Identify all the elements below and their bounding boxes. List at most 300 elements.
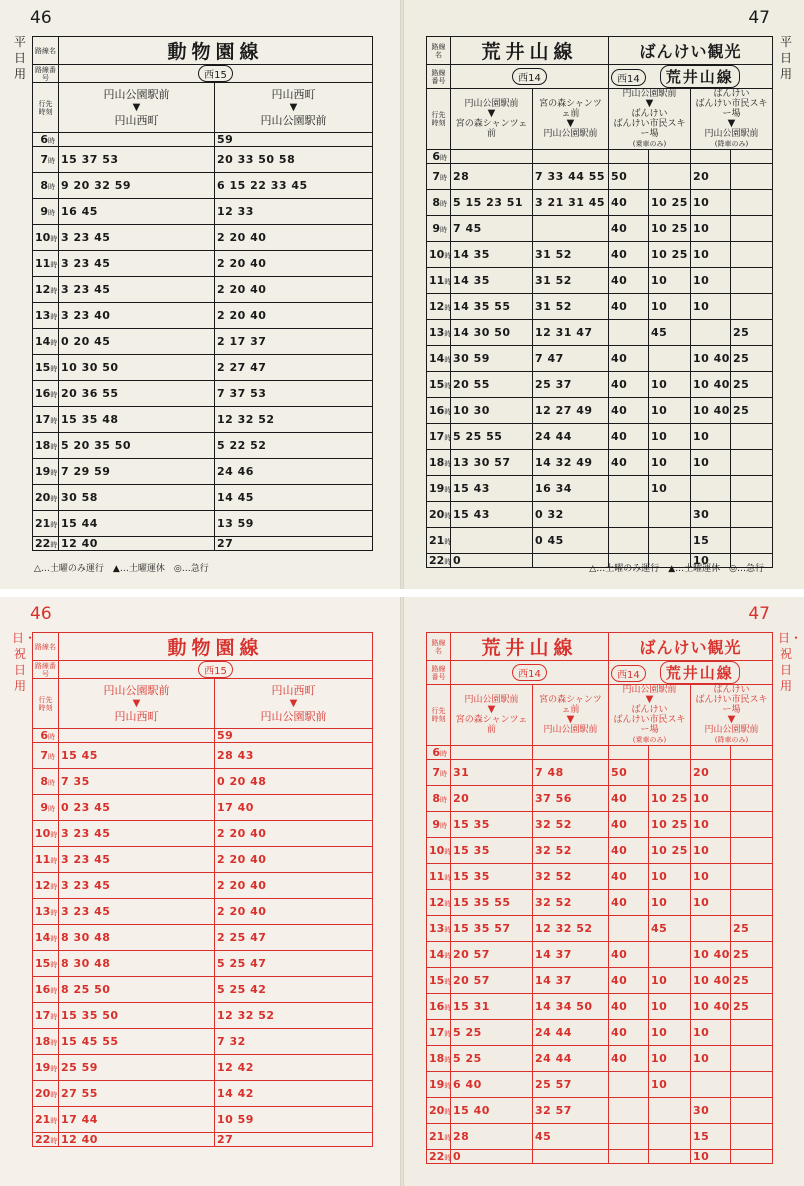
dest-label: 行先 xyxy=(431,111,446,119)
minutes-c3: 40 xyxy=(609,372,649,398)
minutes-c4: 10 25 xyxy=(649,242,691,268)
minutes-c5: 10 40 xyxy=(691,942,731,968)
minutes-c2: 25 37 xyxy=(533,372,609,398)
minutes-c4 xyxy=(649,746,691,760)
minutes-c2: 31 52 xyxy=(533,268,609,294)
minutes-c5 xyxy=(691,1072,731,1098)
time-label: 時刻 xyxy=(431,715,446,723)
minutes-c1 xyxy=(451,150,533,164)
hour-number: 6 xyxy=(432,150,440,163)
minutes-c2: 0 32 xyxy=(533,502,609,528)
hour-suffix: 時 xyxy=(48,753,55,761)
hour-number: 19 xyxy=(35,465,51,478)
minutes-c6 xyxy=(731,216,773,242)
minutes-c4 xyxy=(649,942,691,968)
minutes-c2: 0 45 xyxy=(533,528,609,554)
hour-cell xyxy=(427,1046,451,1072)
hour-number: 19 xyxy=(429,1078,445,1091)
hour-cell xyxy=(33,277,59,303)
minutes-c2: 25 57 xyxy=(533,1072,609,1098)
minutes-c4: 10 xyxy=(649,968,691,994)
minutes-dir2: 5 25 47 xyxy=(215,951,373,977)
minutes-c5 xyxy=(691,476,731,502)
hour-number: 22 xyxy=(429,554,445,567)
minutes-c6: 25 xyxy=(731,916,773,942)
minutes-c5: 15 xyxy=(691,1124,731,1150)
hour-number: 10 xyxy=(429,248,445,261)
hour-number: 14 xyxy=(35,931,51,944)
page-number: 46 xyxy=(30,8,52,28)
hour-cell xyxy=(427,994,451,1020)
minutes-c4: 10 25 xyxy=(649,216,691,242)
hour-cell xyxy=(33,407,59,433)
minutes-c5: 20 xyxy=(691,760,731,786)
arrow-down-icon: ▼ xyxy=(727,118,736,129)
arrow-down-icon: ▼ xyxy=(566,118,575,129)
hour-number: 13 xyxy=(429,922,445,935)
minutes-c4: 10 xyxy=(649,1072,691,1098)
hour-suffix: 時 xyxy=(444,558,452,566)
minutes-dir2: 12 32 52 xyxy=(215,1003,373,1029)
direction-header xyxy=(609,89,691,150)
minutes-dir2: 14 42 xyxy=(215,1081,373,1107)
minutes-c5: 10 40 xyxy=(691,398,731,424)
hour-cell xyxy=(427,786,451,812)
minutes-c3: 40 xyxy=(609,346,649,372)
page-number: 47 xyxy=(748,8,770,28)
minutes-c4 xyxy=(649,1150,691,1164)
minutes-c5: 30 xyxy=(691,1098,731,1124)
minutes-c6: 25 xyxy=(731,942,773,968)
hour-cell xyxy=(427,216,451,242)
minutes-c2: 45 xyxy=(533,1124,609,1150)
minutes-c3: 40 xyxy=(609,242,649,268)
hour-cell xyxy=(427,812,451,838)
hour-cell xyxy=(33,133,59,147)
route-number-badge: 西14 xyxy=(512,664,547,681)
hour-number: 11 xyxy=(429,870,445,883)
hour-cell xyxy=(33,511,59,537)
minutes-dir1: 3 23 45 xyxy=(59,277,215,303)
minutes-c6 xyxy=(731,268,773,294)
route-label: 路線番号 xyxy=(33,661,59,679)
minutes-dir2: 2 25 47 xyxy=(215,925,373,951)
minutes-dir2: 59 xyxy=(215,729,373,743)
line-name-2: ばんけい観光 xyxy=(609,37,773,65)
line-name: 荒井山線 xyxy=(451,633,609,661)
arrow-down-icon: ▼ xyxy=(487,704,496,715)
hour-number: 7 xyxy=(40,153,48,166)
minutes-c2: 32 52 xyxy=(533,890,609,916)
direction-to: 宮の森シャンツェ前 xyxy=(455,119,528,139)
minutes-c1: 15 35 xyxy=(451,864,533,890)
hour-cell xyxy=(427,502,451,528)
hour-cell xyxy=(33,873,59,899)
minutes-dir2: 2 20 40 xyxy=(215,225,373,251)
route-number-badge: 西15 xyxy=(198,65,233,82)
hour-cell xyxy=(33,1029,59,1055)
route-label: 路線番号 xyxy=(33,65,59,83)
line-subname: 荒井山線 xyxy=(660,65,740,88)
hour-cell xyxy=(33,899,59,925)
hour-number: 8 xyxy=(40,775,48,788)
arrow-down-icon: ▼ xyxy=(487,108,496,119)
hour-number: 12 xyxy=(429,300,445,313)
minutes-c4: 10 xyxy=(649,268,691,294)
minutes-c3: 40 xyxy=(609,994,649,1020)
minutes-c1: 14 35 xyxy=(451,242,533,268)
minutes-c1: 5 25 55 xyxy=(451,424,533,450)
line-name: 動物園線 xyxy=(59,37,373,65)
hour-cell xyxy=(33,303,59,329)
hour-suffix: 時 xyxy=(444,486,452,494)
hour-suffix: 時 xyxy=(440,770,447,778)
minutes-dir2: 10 59 xyxy=(215,1107,373,1133)
minutes-c6 xyxy=(731,890,773,916)
hour-cell xyxy=(33,769,59,795)
minutes-c2: 14 37 xyxy=(533,968,609,994)
minutes-dir2: 17 40 xyxy=(215,795,373,821)
hour-number: 18 xyxy=(429,456,445,469)
hour-suffix: 時 xyxy=(440,226,447,234)
minutes-c4: 10 xyxy=(649,994,691,1020)
minutes-dir1 xyxy=(59,729,215,743)
dest-time-label xyxy=(33,679,59,729)
minutes-dir2: 12 33 xyxy=(215,199,373,225)
minutes-c4: 10 25 xyxy=(649,812,691,838)
direction-to: 円山公園駅前 xyxy=(260,710,327,723)
hour-suffix: 時 xyxy=(50,391,58,399)
direction-from: 円山西町 xyxy=(271,684,316,697)
minutes-c5: 10 xyxy=(691,216,731,242)
minutes-c6 xyxy=(731,1046,773,1072)
direction-to: ばんけい xyxy=(631,705,668,715)
minutes-dir2: 2 20 40 xyxy=(215,873,373,899)
hour-suffix: 時 xyxy=(444,356,452,364)
minutes-c2: 32 52 xyxy=(533,838,609,864)
hour-cell xyxy=(33,173,59,199)
route-label: 路線番号 xyxy=(427,661,451,685)
minutes-c5 xyxy=(691,320,731,346)
hour-suffix: 時 xyxy=(48,183,55,191)
hour-suffix: 時 xyxy=(50,857,58,865)
minutes-c2: 32 52 xyxy=(533,812,609,838)
hour-cell xyxy=(33,459,59,485)
minutes-c2: 24 44 xyxy=(533,1020,609,1046)
direction-header xyxy=(533,89,609,150)
minutes-c6 xyxy=(731,1098,773,1124)
line-subname: 荒井山線 xyxy=(660,661,740,684)
hour-suffix: 時 xyxy=(444,538,452,546)
direction-from: 宮の森シャンツェ前 xyxy=(539,695,602,715)
hour-suffix: 時 xyxy=(444,1030,452,1038)
minutes-c5: 10 xyxy=(691,1046,731,1072)
direction-header xyxy=(609,685,691,746)
hour-suffix: 時 xyxy=(48,137,55,145)
minutes-c4: 45 xyxy=(649,320,691,346)
minutes-c1: 6 40 xyxy=(451,1072,533,1098)
minutes-dir2: 28 43 xyxy=(215,743,373,769)
hour-suffix: 時 xyxy=(444,304,452,312)
minutes-c1: 5 15 23 51 xyxy=(451,190,533,216)
minutes-c6: 25 xyxy=(731,346,773,372)
hour-number: 22 xyxy=(35,537,51,550)
minutes-c2: 7 33 44 55 xyxy=(533,164,609,190)
minutes-dir2: 27 xyxy=(215,537,373,551)
hour-cell xyxy=(33,1081,59,1107)
hour-number: 9 xyxy=(432,222,440,235)
hour-cell xyxy=(427,424,451,450)
minutes-c2: 32 52 xyxy=(533,864,609,890)
minutes-c1: 28 xyxy=(451,1124,533,1150)
minutes-c6 xyxy=(731,1124,773,1150)
minutes-c1: 13 30 57 xyxy=(451,450,533,476)
hour-suffix: 時 xyxy=(440,174,447,182)
minutes-c3: 40 xyxy=(609,786,649,812)
hour-number: 7 xyxy=(432,170,440,183)
minutes-dir1: 30 58 xyxy=(59,485,215,511)
hour-cell xyxy=(427,242,451,268)
direction-to-2: ばんけい市民スキー場 xyxy=(613,715,686,735)
hour-suffix: 時 xyxy=(444,460,452,468)
minutes-c6 xyxy=(731,760,773,786)
route-number-cell xyxy=(451,65,609,89)
hour-number: 12 xyxy=(35,283,51,296)
hour-suffix: 時 xyxy=(444,1108,452,1116)
minutes-c1: 15 35 xyxy=(451,838,533,864)
direction-header xyxy=(215,679,373,729)
minutes-c6 xyxy=(731,190,773,216)
hour-number: 17 xyxy=(429,430,445,443)
minutes-c4: 10 xyxy=(649,294,691,320)
hour-cell xyxy=(33,847,59,873)
minutes-c5: 10 xyxy=(691,1150,731,1164)
hour-cell xyxy=(427,320,451,346)
minutes-dir2: 2 20 40 xyxy=(215,847,373,873)
minutes-dir1 xyxy=(59,133,215,147)
minutes-dir1: 3 23 45 xyxy=(59,847,215,873)
minutes-c1: 15 40 xyxy=(451,1098,533,1124)
minutes-c2 xyxy=(533,746,609,760)
hour-number: 18 xyxy=(429,1052,445,1065)
route-label: 路線番号 xyxy=(427,65,451,89)
minutes-dir1: 15 37 53 xyxy=(59,147,215,173)
minutes-c4: 10 25 xyxy=(649,786,691,812)
hour-cell xyxy=(427,346,451,372)
hour-number: 16 xyxy=(429,404,445,417)
hour-suffix: 時 xyxy=(444,434,452,442)
dest-label: 行先 xyxy=(38,99,53,108)
minutes-c2: 14 37 xyxy=(533,942,609,968)
hour-number: 13 xyxy=(429,326,445,339)
direction-from: ばんけい xyxy=(713,685,750,695)
minutes-c3 xyxy=(609,1150,649,1164)
direction-to: 円山公園駅前 xyxy=(704,129,759,139)
minutes-c6 xyxy=(731,1072,773,1098)
minutes-dir2: 2 20 40 xyxy=(215,303,373,329)
minutes-c5: 10 xyxy=(691,424,731,450)
line-label: 路線名 xyxy=(427,633,451,661)
hour-suffix: 時 xyxy=(50,339,58,347)
hour-number: 12 xyxy=(429,896,445,909)
hour-suffix: 時 xyxy=(50,261,58,269)
direction-to: 円山公園駅前 xyxy=(704,725,759,735)
minutes-c3: 40 xyxy=(609,424,649,450)
minutes-c5: 20 xyxy=(691,164,731,190)
minutes-c1: 20 55 xyxy=(451,372,533,398)
minutes-c3 xyxy=(609,1098,649,1124)
minutes-c3: 40 xyxy=(609,450,649,476)
hour-suffix: 時 xyxy=(50,831,58,839)
hour-number: 8 xyxy=(432,792,440,805)
hour-suffix: 時 xyxy=(50,1117,58,1125)
hour-suffix: 時 xyxy=(50,1039,58,1047)
direction-from: 円山公園駅前 xyxy=(103,684,170,697)
hour-cell xyxy=(427,760,451,786)
line-label: 路線名 xyxy=(427,37,451,65)
hour-number: 6 xyxy=(40,133,48,146)
minutes-c2: 7 47 xyxy=(533,346,609,372)
hour-suffix: 時 xyxy=(50,365,58,373)
direction-header xyxy=(691,89,773,150)
direction-from: ばんけい xyxy=(713,89,750,99)
minutes-dir2: 2 20 40 xyxy=(215,899,373,925)
hour-number: 21 xyxy=(35,517,51,530)
minutes-c3: 40 xyxy=(609,216,649,242)
hour-cell xyxy=(33,433,59,459)
hour-cell xyxy=(33,1133,59,1147)
hour-cell xyxy=(427,372,451,398)
hour-cell xyxy=(427,476,451,502)
route-number-cell xyxy=(59,65,373,83)
minutes-c3: 40 xyxy=(609,190,649,216)
minutes-dir1: 3 23 45 xyxy=(59,821,215,847)
minutes-c1: 15 35 55 xyxy=(451,890,533,916)
hour-cell xyxy=(33,329,59,355)
hour-suffix: 時 xyxy=(444,848,452,856)
minutes-c3: 40 xyxy=(609,812,649,838)
minutes-c6 xyxy=(731,242,773,268)
minutes-c5: 10 40 xyxy=(691,994,731,1020)
minutes-dir2: 2 20 40 xyxy=(215,251,373,277)
hour-suffix: 時 xyxy=(444,926,452,934)
direction-from-2: ばんけい市民スキー場 xyxy=(695,99,768,119)
hour-number: 10 xyxy=(35,231,51,244)
route-number-cell xyxy=(59,661,373,679)
hour-number: 13 xyxy=(35,309,51,322)
hour-number: 20 xyxy=(429,1104,445,1117)
minutes-dir1: 7 35 xyxy=(59,769,215,795)
minutes-c5 xyxy=(691,746,731,760)
hour-suffix: 時 xyxy=(444,408,452,416)
minutes-c5: 10 xyxy=(691,268,731,294)
direction-to: 円山公園駅前 xyxy=(260,114,327,127)
hour-cell xyxy=(427,528,451,554)
day-type-label: 日・祝日用 xyxy=(12,631,37,693)
minutes-c4 xyxy=(649,528,691,554)
hour-suffix: 時 xyxy=(440,200,447,208)
minutes-dir1: 12 40 xyxy=(59,1133,215,1147)
hour-suffix: 時 xyxy=(444,1082,452,1090)
minutes-c5: 10 xyxy=(691,554,731,568)
minutes-c3: 40 xyxy=(609,968,649,994)
hour-suffix: 時 xyxy=(50,495,58,503)
minutes-dir2: 13 59 xyxy=(215,511,373,537)
minutes-c6: 25 xyxy=(731,994,773,1020)
minutes-dir1: 5 20 35 50 xyxy=(59,433,215,459)
hour-number: 9 xyxy=(40,801,48,814)
hour-cell xyxy=(427,450,451,476)
minutes-dir1: 8 30 48 xyxy=(59,925,215,951)
hour-cell xyxy=(33,1107,59,1133)
minutes-c6 xyxy=(731,294,773,320)
minutes-dir1: 16 45 xyxy=(59,199,215,225)
direction-to: 円山西町 xyxy=(114,114,159,127)
route-number-cell-2 xyxy=(609,65,773,89)
minutes-c5: 10 40 xyxy=(691,372,731,398)
direction-header xyxy=(59,679,215,729)
hour-number: 14 xyxy=(35,335,51,348)
minutes-c2: 32 57 xyxy=(533,1098,609,1124)
minutes-c1: 20 57 xyxy=(451,942,533,968)
hour-number: 8 xyxy=(40,179,48,192)
time-label: 時刻 xyxy=(431,119,446,127)
minutes-c4: 10 xyxy=(649,1020,691,1046)
hour-suffix: 時 xyxy=(48,779,55,787)
hour-number: 7 xyxy=(432,766,440,779)
route-number-badge: 西14 xyxy=(611,69,646,86)
hour-number: 11 xyxy=(429,274,445,287)
hour-number: 15 xyxy=(429,378,445,391)
minutes-c5: 10 xyxy=(691,294,731,320)
minutes-dir1: 15 45 55 xyxy=(59,1029,215,1055)
hour-cell xyxy=(427,150,451,164)
hour-cell xyxy=(427,968,451,994)
direction-header xyxy=(533,685,609,746)
minutes-c5: 10 xyxy=(691,890,731,916)
arrow-down-icon: ▼ xyxy=(132,698,141,709)
minutes-dir2: 12 32 52 xyxy=(215,407,373,433)
hour-number: 19 xyxy=(35,1061,51,1074)
hour-suffix: 時 xyxy=(50,883,58,891)
minutes-c3: 40 xyxy=(609,398,649,424)
minutes-c3: 40 xyxy=(609,890,649,916)
minutes-dir1: 3 23 45 xyxy=(59,251,215,277)
hour-cell xyxy=(33,199,59,225)
minutes-c2: 7 48 xyxy=(533,760,609,786)
minutes-dir2: 2 20 40 xyxy=(215,821,373,847)
dest-time-label xyxy=(427,685,451,746)
direction-header xyxy=(59,83,215,133)
arrow-down-icon: ▼ xyxy=(289,102,298,113)
hour-suffix: 時 xyxy=(444,1004,452,1012)
arrow-down-icon: ▼ xyxy=(132,102,141,113)
minutes-dir1: 20 36 55 xyxy=(59,381,215,407)
minutes-c6 xyxy=(731,1020,773,1046)
hour-cell xyxy=(427,1124,451,1150)
hour-number: 15 xyxy=(35,957,51,970)
hour-suffix: 時 xyxy=(50,541,58,549)
line-name-2: ばんけい観光 xyxy=(609,633,773,661)
minutes-c4: 10 xyxy=(649,372,691,398)
minutes-c2: 14 34 50 xyxy=(533,994,609,1020)
direction-header xyxy=(215,83,373,133)
holiday-page-47 xyxy=(404,596,804,1186)
minutes-c5: 10 xyxy=(691,786,731,812)
hour-suffix: 時 xyxy=(444,952,452,960)
hour-suffix: 時 xyxy=(50,521,58,529)
minutes-c6: 25 xyxy=(731,320,773,346)
